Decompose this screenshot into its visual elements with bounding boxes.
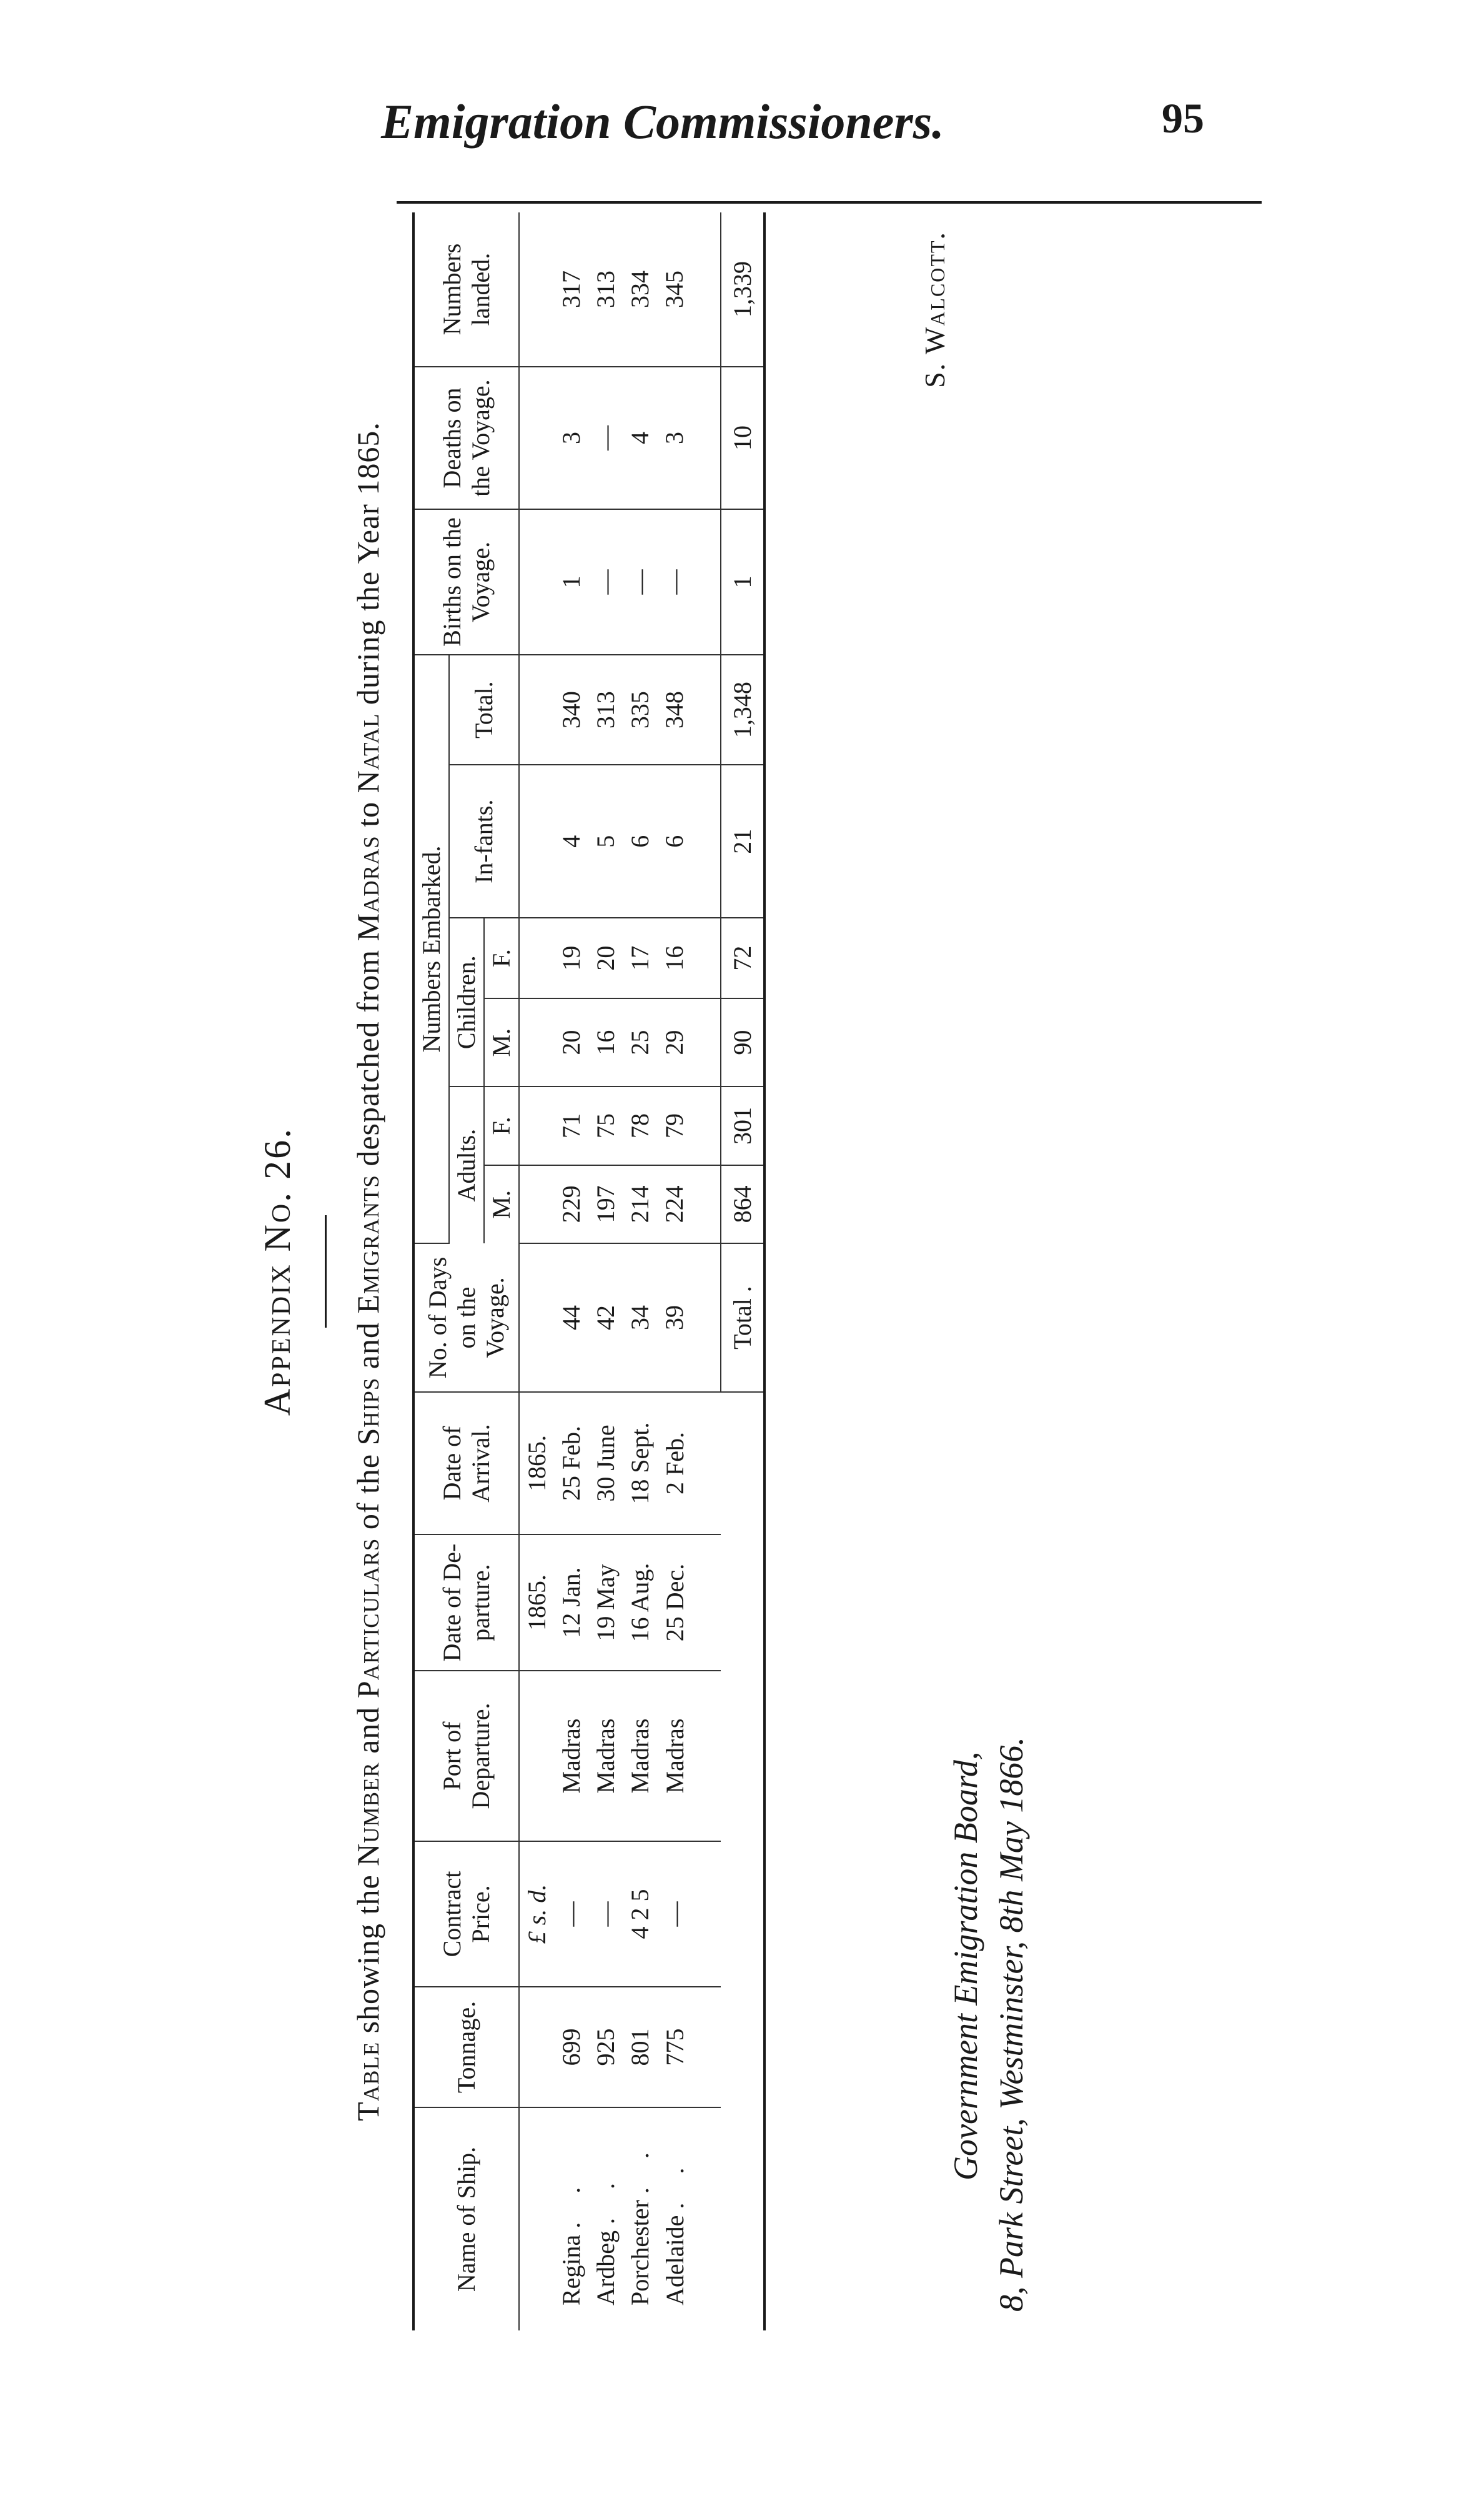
deaths-cell: 3 — [554, 367, 588, 509]
table-row — [554, 212, 588, 2330]
total-total: 1,348 — [721, 655, 764, 765]
arrival-cell: 25 Feb. — [554, 1392, 588, 1534]
header-numbers-landed: Numbers landed. — [413, 212, 519, 367]
header-tonnage: Tonnage. — [413, 1987, 519, 2107]
adults-m-cell: 214 — [623, 1165, 657, 1243]
header-contract-price: Contract Price. — [413, 1841, 519, 1987]
caption-part: Ships — [350, 1377, 385, 1446]
infants-cell: 5 — [588, 765, 623, 918]
children-f-cell: 20 — [588, 918, 623, 998]
deaths-cell: 3 — [657, 367, 721, 509]
header-rule — [397, 201, 1262, 204]
adults-m-cell: 224 — [657, 1165, 721, 1243]
births-cell: — — [623, 509, 657, 655]
port-cell: Madras — [623, 1671, 657, 1841]
total-children-m: 90 — [721, 998, 764, 1086]
children-m-cell: 29 — [657, 998, 721, 1086]
infants-cell: 4 — [554, 765, 588, 918]
port-cell: Madras — [588, 1671, 623, 1841]
ship-name: Adelaide . . — [660, 2156, 689, 2305]
signature: S. Walcott. — [919, 231, 951, 388]
total-adults-m: 864 — [721, 1165, 764, 1243]
total-infants: 21 — [721, 765, 764, 918]
ship-name: Regina . . — [557, 2175, 585, 2305]
children-m-cell: 20 — [554, 998, 588, 1086]
adults-m-cell: 229 — [554, 1165, 588, 1243]
caption-part: during the Year 1865. — [350, 422, 385, 714]
price-cell: — — [657, 1841, 721, 1987]
price-cell: 4 2 5 — [623, 1841, 657, 1987]
tonnage-cell: 699 — [554, 1987, 588, 2107]
header-infants: In-fants. — [449, 765, 519, 918]
arrival-cell: 30 June — [588, 1392, 623, 1534]
arrival-cell: 2 Feb. — [657, 1392, 721, 1534]
caption-part: Number — [350, 1762, 385, 1866]
header-port-of-departure: Port of Departure. — [413, 1671, 519, 1841]
caption-part: Emigrants — [350, 1175, 385, 1314]
rotated-content — [231, 212, 1280, 2330]
adults-f-cell: 78 — [623, 1086, 657, 1165]
children-f-cell: 16 — [657, 918, 721, 998]
total-births: 1 — [721, 509, 764, 655]
header-name-of-ship: Name of Ship. — [413, 2107, 519, 2330]
header-adults: Adults. — [449, 1086, 484, 1243]
adults-f-cell: 79 — [657, 1086, 721, 1165]
total-label: Total . — [721, 1243, 764, 1392]
caption-part: to — [350, 793, 385, 836]
children-f-cell: 19 — [554, 918, 588, 998]
table-row — [657, 212, 721, 2330]
departure-year: 1865. — [519, 1534, 554, 1671]
deaths-cell: 4 — [623, 367, 657, 509]
table-row — [588, 212, 623, 2330]
days-cell: 44 — [554, 1243, 588, 1392]
births-cell: — — [657, 509, 721, 655]
caption-part: Particulars — [350, 1538, 385, 1699]
header-total: Total. — [449, 655, 519, 765]
total-cell: 335 — [623, 655, 657, 765]
port-cell: Madras — [657, 1671, 721, 1841]
total-cell: 313 — [588, 655, 623, 765]
port-cell: Madras — [554, 1671, 588, 1841]
header-numbers-embarked: Numbers Embarked. — [413, 655, 449, 1243]
emigrants-table — [412, 212, 766, 2330]
total-children-f: 72 — [721, 918, 764, 998]
running-head: Emigration Commissioners. — [381, 94, 944, 149]
births-cell: — — [588, 509, 623, 655]
infants-cell: 6 — [657, 765, 721, 918]
currency-units: £ s. d. — [519, 1841, 554, 1987]
departure-cell: 19 May — [588, 1534, 623, 1671]
caption-part: Table — [350, 2041, 385, 2121]
departure-cell: 16 Aug. — [623, 1534, 657, 1671]
arrival-year: 1865. — [519, 1392, 554, 1534]
tonnage-cell: 925 — [588, 1987, 623, 2107]
adults-f-cell: 71 — [554, 1086, 588, 1165]
caption-part: Natal — [350, 713, 385, 793]
title-rule — [325, 1215, 327, 1328]
caption-part: Madras — [350, 835, 385, 942]
price-cell: — — [588, 1841, 623, 1987]
caption-part: of the — [350, 1445, 385, 1538]
adults-f-cell: 75 — [588, 1086, 623, 1165]
days-cell: 42 — [588, 1243, 623, 1392]
total-landed: 1,339 — [721, 212, 764, 367]
infants-cell: 6 — [623, 765, 657, 918]
header-children-m: M. — [484, 998, 519, 1086]
price-cell: — — [554, 1841, 588, 1987]
children-m-cell: 16 — [588, 998, 623, 1086]
births-cell: 1 — [554, 509, 588, 655]
page-number: 95 — [1162, 94, 1204, 142]
ship-name: Ardbeg . . — [591, 2172, 620, 2305]
children-f-cell: 17 — [623, 918, 657, 998]
ship-name: Porchester . . — [626, 2141, 654, 2305]
adults-m-cell: 197 — [588, 1165, 623, 1243]
table-row — [623, 212, 657, 2330]
deaths-cell: — — [588, 367, 623, 509]
arrival-cell: 18 Sept. — [623, 1392, 657, 1534]
caption-part: showing the — [350, 1866, 385, 2042]
tonnage-cell: 775 — [657, 1987, 721, 2107]
caption-part: and — [350, 1313, 385, 1378]
caption-part: and — [350, 1698, 385, 1763]
landed-cell: 345 — [657, 212, 721, 367]
days-cell: 39 — [657, 1243, 721, 1392]
appendix-title: Appendix No. 26. — [257, 1126, 298, 1416]
total-cell: 348 — [657, 655, 721, 765]
address — [943, 1312, 1034, 2312]
header-days-on-voyage: No. of Days on the Voyage. — [413, 1243, 519, 1392]
address-line-2: 8, Park Street, Westminster, 8th May 1866. — [992, 1737, 1030, 2312]
landed-cell: 313 — [588, 212, 623, 367]
tonnage-cell: 801 — [623, 1987, 657, 2107]
total-deaths: 10 — [721, 367, 764, 509]
header-deaths: Deaths on the Voyage. — [413, 367, 519, 509]
address-line-1: Government Emigration Board, — [947, 1751, 984, 2180]
header-adults-m: M. — [484, 1165, 519, 1243]
total-cell: 340 — [554, 655, 588, 765]
header-adults-f: F. — [484, 1086, 519, 1165]
header-births: Births on the Voyage. — [413, 509, 519, 655]
header-children: Children. — [449, 918, 484, 1086]
table-subheader-row — [519, 212, 554, 2330]
departure-cell: 12 Jan. — [554, 1534, 588, 1671]
total-adults-f: 301 — [721, 1086, 764, 1165]
days-cell: 34 — [623, 1243, 657, 1392]
landed-cell: 317 — [554, 212, 588, 367]
table-caption — [350, 212, 386, 2330]
header-children-f: F. — [484, 918, 519, 998]
header-date-of-arrival: Date of Arrival. — [413, 1392, 519, 1534]
children-m-cell: 25 — [623, 998, 657, 1086]
departure-cell: 25 Dec. — [657, 1534, 721, 1671]
total-row — [721, 212, 764, 2330]
header-date-of-departure: Date of De-parture. — [413, 1534, 519, 1671]
landed-cell: 334 — [623, 212, 657, 367]
caption-part: despatched from — [350, 941, 385, 1175]
